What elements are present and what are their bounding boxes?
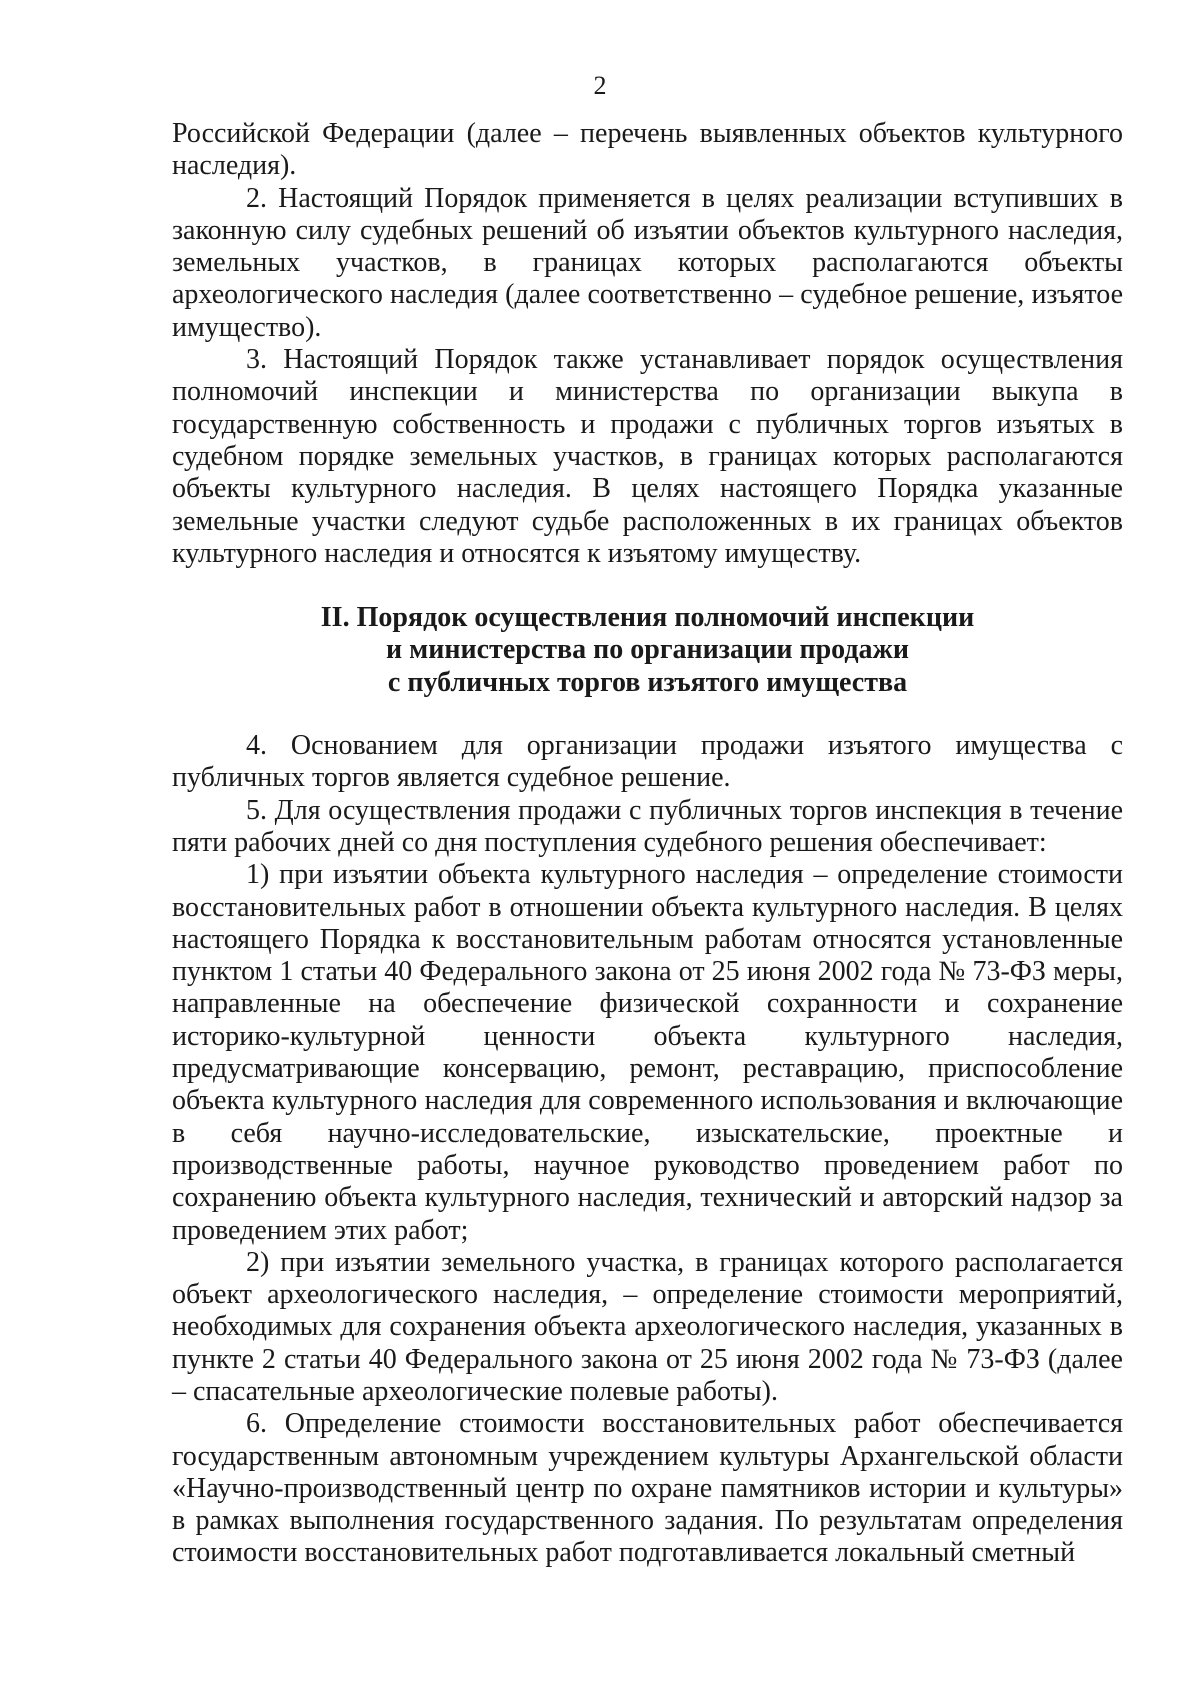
page-number: 2 bbox=[593, 71, 607, 100]
paragraph-6: 6. Определение стоимости восстановительных работ обеспечивается государственным автономным учреждением культуры Архангельской области «Научно-производственный центр по охране памятников истории и культуры» в рамках выполнения государственного задания. По результатам определения стоимости восстановительных работ подготавливается локальный сметный bbox=[172, 1408, 1123, 1569]
paragraph-continuation: Российской Федерации (далее – перечень выявленных объектов культурного наследия). bbox=[172, 118, 1123, 182]
section-heading-line-3: с публичных торгов изъятого имущества bbox=[387, 666, 908, 698]
paragraph-3: 3. Настоящий Порядок также устанавливает порядок осуществления полномочий инспекции и министерства по организации выкупа в государственную собственность и продажи с публичных торгов изъятых в судебном порядке земельных участков, в границах которых располагаются объекты культурного наследия. В целях настоящего Порядка указанные земельные участки следуют судьбе расположенных в их границах объектов культурного наследия и относятся к изъятому имуществу. bbox=[172, 344, 1123, 569]
document-body bbox=[172, 118, 1123, 1570]
paragraph-5-item-1: 1) при изъятии объекта культурного наследия – определение стоимости восстановительных работ в отношении объекта культурного наследия. В целях настоящего Порядка к восстановительным работам относятся установленные пунктом 1 статьи 40 Федерального закона от 25 июня 2002 года № 73-ФЗ меры, направленные на обеспечение физической сохранности и сохранение историко-культурной ценности объекта культурного наследия, предусматривающие консервацию, ремонт, реставрацию, приспособление объекта культурного наследия для современного использования и включающие в себя научно-исследовательские, изыскательские, проектные и производственные работы, научное руководство проведением работ по сохранению объекта культурного наследия, технический и авторский надзор за проведением этих работ; bbox=[172, 859, 1123, 1246]
section-heading-line-2: и министерства по организации продажи bbox=[386, 634, 909, 666]
paragraph-2: 2. Настоящий Порядок применяется в целях реализации вступивших в законную силу судебных решений об изъятии объектов культурного наследия, земельных участков, в границах которых располагаются объекты археологического наследия (далее соответственно – судебное решение, изъятое имущество). bbox=[172, 182, 1123, 343]
section-heading bbox=[172, 602, 1123, 699]
section-heading-line-1: II. Порядок осуществления полномочий инспекции bbox=[320, 602, 975, 634]
paragraph-5: 5. Для осуществления продажи с публичных торгов инспекция в течение пяти рабочих дней со дня поступления судебного решения обеспечивает: bbox=[172, 794, 1123, 858]
paragraph-5-item-2: 2) при изъятии земельного участка, в границах которого располагается объект археологического наследия, – определение стоимости мероприятий, необходимых для сохранения объекта археологического наследия, указанных в пункте 2 статьи 40 Федерального закона от 25 июня 2002 года № 73-ФЗ (далее – спасательные археологические полевые работы). bbox=[172, 1246, 1123, 1407]
paragraph-4: 4. Основанием для организации продажи изъятого имущества с публичных торгов является судебное решение. bbox=[172, 730, 1123, 794]
